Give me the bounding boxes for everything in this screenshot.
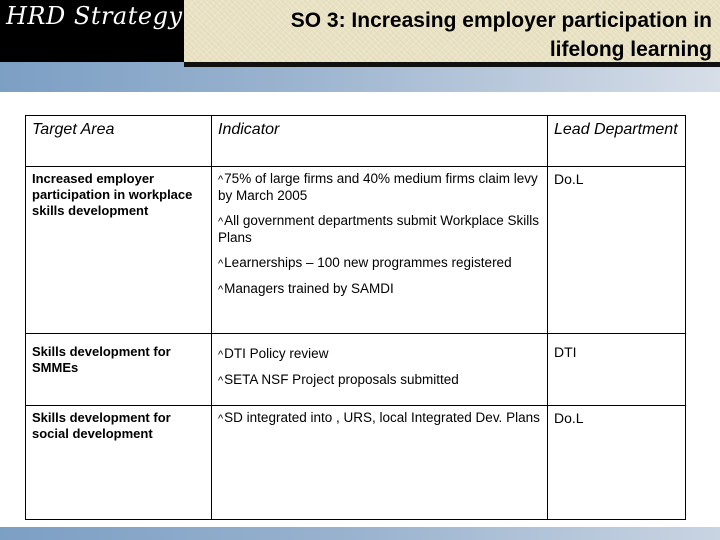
slide-title: SO 3: Increasing employer participation in lifelong learning — [290, 9, 712, 61]
caret-up-icon: ^ — [218, 174, 224, 186]
strategy-table — [25, 115, 686, 520]
indicator-text: Learnerships – 100 new programmes registered — [224, 255, 512, 270]
target-area-cell: Skills development for SMMEs — [26, 334, 212, 406]
lead-department-cell: Do.L — [548, 167, 686, 334]
table-row — [26, 167, 686, 334]
indicator-item — [218, 255, 541, 272]
table-header-row — [26, 116, 686, 167]
target-area-cell: Skills development for social development — [26, 406, 212, 520]
caret-up-icon: ^ — [218, 349, 224, 361]
indicator-cell — [212, 406, 548, 520]
logo-text: HRD Strategy — [6, 2, 183, 30]
indicator-text: 75% of large firms and 40% medium firms claim levy by March 2005 — [218, 171, 538, 203]
caret-up-icon: ^ — [218, 413, 224, 425]
column-header-indicator: Indicator — [212, 116, 548, 167]
indicator-text: SETA NSF Project proposals submitted — [224, 372, 459, 387]
indicator-item — [218, 372, 541, 389]
indicator-text: All government departments submit Workplace Skills Plans — [218, 213, 540, 245]
footer-bar — [0, 527, 720, 540]
indicator-item — [218, 410, 541, 427]
indicator-cell — [212, 334, 548, 406]
lead-department-cell: Do.L — [548, 406, 686, 520]
caret-up-icon: ^ — [218, 284, 224, 296]
column-header-lead-department: Lead Department — [548, 116, 686, 167]
indicator-item — [218, 281, 541, 298]
column-header-target-area: Target Area — [26, 116, 212, 167]
table-row — [26, 334, 686, 406]
indicator-text: SD integrated into , URS, local Integrated Dev. Plans — [224, 410, 540, 425]
table-row — [26, 406, 686, 520]
indicator-item — [218, 213, 541, 246]
caret-up-icon: ^ — [218, 216, 224, 228]
target-area-cell: Increased employer participation in workplace skills development — [26, 167, 212, 334]
logo — [0, 0, 184, 62]
lead-department-cell: DTI — [548, 334, 686, 406]
caret-up-icon: ^ — [218, 375, 224, 387]
indicator-item — [218, 171, 541, 204]
indicator-text: DTI Policy review — [224, 346, 329, 361]
indicator-text: Managers trained by SAMDI — [224, 281, 394, 296]
indicator-cell — [212, 167, 548, 334]
indicator-item — [218, 346, 541, 363]
caret-up-icon: ^ — [218, 258, 224, 270]
